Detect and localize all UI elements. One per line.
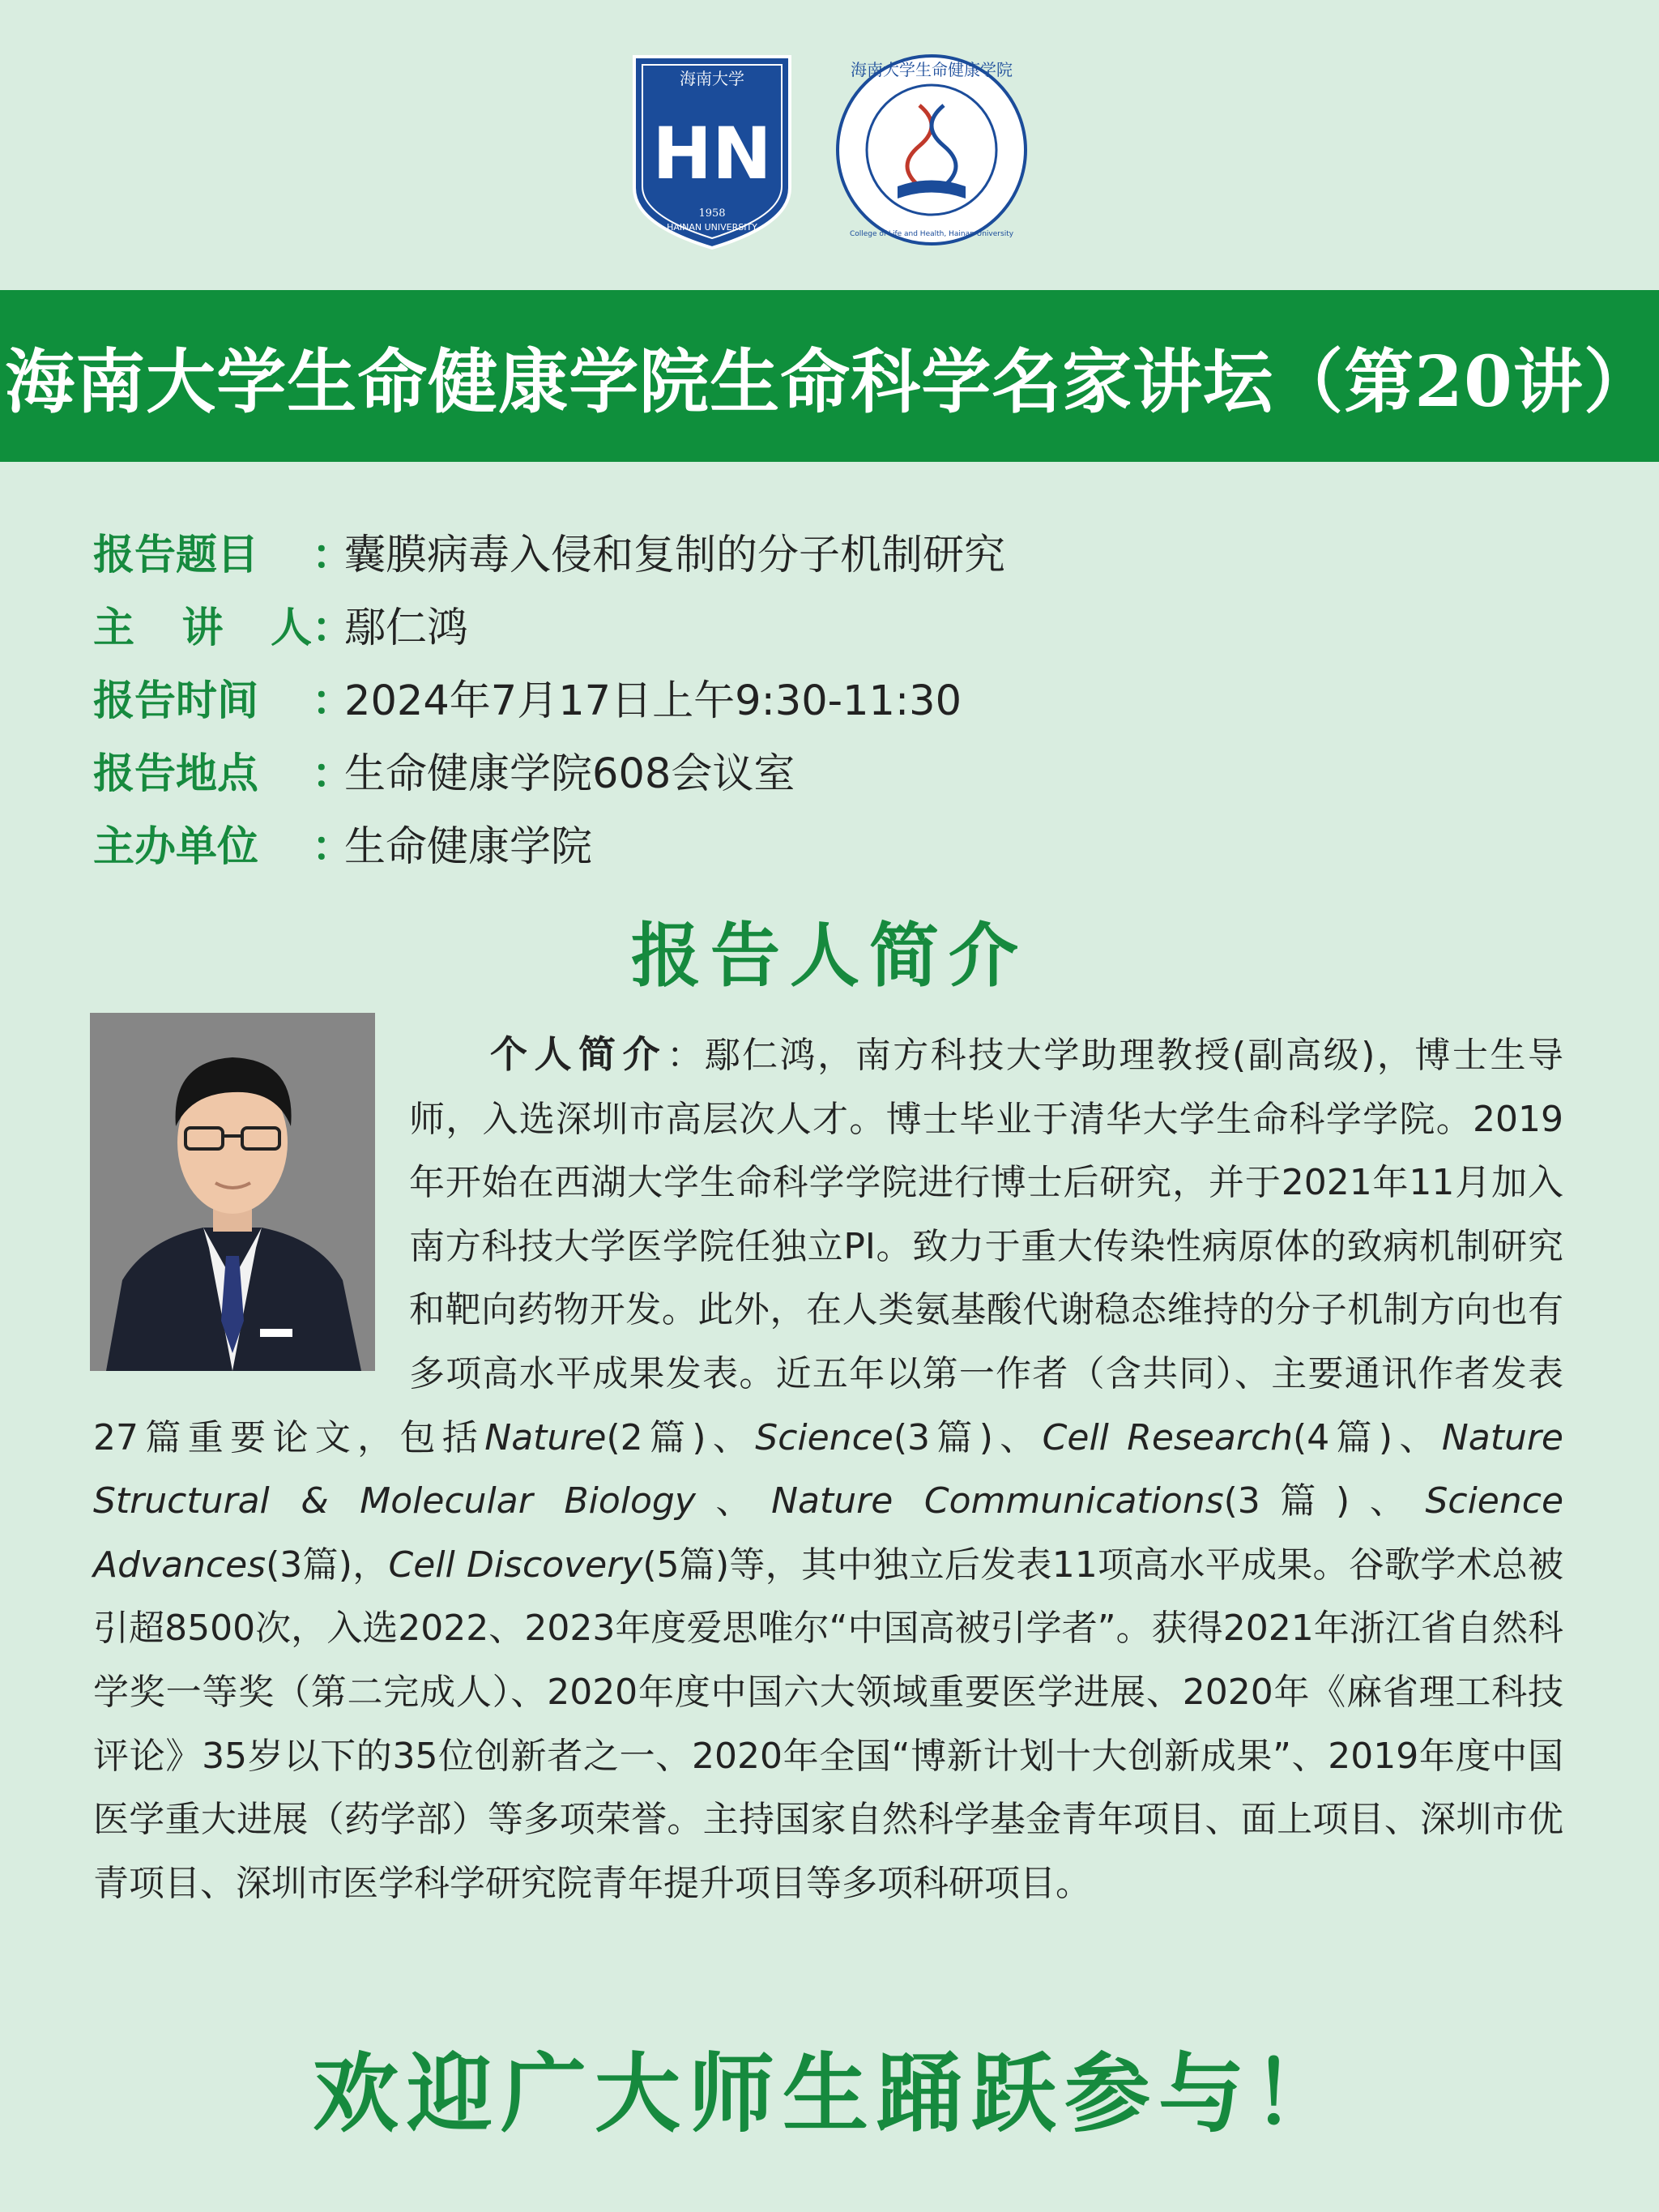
journal-name: Science [755, 1416, 893, 1458]
logo-area [0, 0, 1659, 267]
info-label: 报告地点 [93, 750, 259, 798]
info-value-location: 生命健康学院608会议室 [344, 750, 795, 798]
bio-text: (5篇)等，其中独立后发表11项高水平成果。谷歌学术总被引超8500次，入选2022、2023年度爱思唯尔“中国高被引学者”。获得2021年浙江省自然科学奖一等奖（第二完成人）、2020年度中国六大领域重要医学进展、2020年《麻省理工科技评论》35岁以下的35位创新者之一、2020年全国“博新计划十大创新成果”、2019年度中国医学重大进展（药学部）等多项荣誉。主持国家自然科学基金青年项目、面上项目、深圳市优青项目、深圳市医学科学研究院青年提升项目等多项科研项目。 [93, 1544, 1564, 1904]
bio-text: (2篇)、 [606, 1416, 756, 1458]
svg-text:HAINAN UNIVERSITY: HAINAN UNIVERSITY [667, 222, 757, 233]
lecture-info [93, 515, 1592, 879]
info-row-time [93, 660, 1592, 733]
info-label: 主 讲 人 [93, 604, 312, 652]
bio-text: (3篇)、 [1223, 1480, 1426, 1522]
hainan-university-logo [628, 50, 796, 251]
lecture-title: 海南大学生命健康学院生命科学名家讲坛（第20讲） [5, 341, 1654, 423]
journal-name: Nature [484, 1416, 607, 1458]
info-colon: ： [312, 750, 354, 798]
svg-text:海南大学生命健康学院: 海南大学生命健康学院 [851, 60, 1013, 79]
welcome-footer: 欢迎广大师生踊跃参与！ [313, 2044, 1346, 2144]
info-value-organizer: 生命健康学院 [344, 823, 593, 871]
bio-text: (3篇)， [266, 1544, 389, 1586]
svg-text:海南大学: 海南大学 [680, 69, 744, 88]
section-title: 报告人简介 [631, 916, 1028, 997]
info-value-time: 2024年7月17日上午9:30-11:30 [344, 677, 962, 725]
speaker-bio [93, 1023, 1563, 1915]
info-row-speaker [93, 587, 1592, 660]
photo-space [93, 1023, 409, 1405]
info-colon: ： [312, 532, 354, 579]
journal-name: Nature Structural & Molecular Biology [93, 1416, 1564, 1522]
info-colon: ： [312, 604, 354, 652]
svg-text:HN: HN [652, 112, 772, 195]
info-colon: ： [312, 677, 354, 725]
info-label: 报告题目 [93, 532, 259, 579]
journal-name: Science Advances [93, 1480, 1564, 1586]
bio-text: (4篇)、 [1293, 1416, 1442, 1458]
info-row-location [93, 733, 1592, 806]
bio-text: 、 [695, 1480, 772, 1522]
bio-text: ：鄢仁鸿，南方科技大学助理教授(副高级)，博士生导师，入选深圳市高层次人才。博士毕业于清华大学生命科学学院。2019年开始在西湖大学生命科学学院进行博士后研究，并于2021年11月加入南方科技大学医学院任独立PI。致力于重大传染性病原体的致病机制研究和靶向药物开发。此外，在人类氨基酸代谢稳态维持的分子机制方向也有多项高水平成果发表。近五年以第一作者（含共同）、主要通讯作者发表27篇重要论文，包括 [93, 1035, 1563, 1458]
bio-text: (3篇)、 [893, 1416, 1043, 1458]
journal-name: Nature Communications [771, 1480, 1224, 1522]
info-row-topic [93, 515, 1592, 587]
info-colon: ： [312, 823, 354, 871]
title-banner [0, 290, 1659, 462]
info-label: 报告时间 [93, 677, 259, 725]
svg-text:1958: 1958 [698, 207, 726, 220]
bio-label: 个人简介 [490, 1032, 667, 1076]
info-row-organizer [93, 806, 1592, 879]
college-life-health-logo [834, 53, 1029, 247]
info-value-speaker: 鄢仁鸿 [344, 604, 469, 652]
info-value-topic: 囊膜病毒入侵和复制的分子机制研究 [344, 532, 1006, 579]
journal-name: Cell Research [1042, 1416, 1294, 1458]
journal-name: Cell Discovery [388, 1544, 643, 1586]
svg-text:College of Life and Health, Ha: College of Life and Health, Hainan University [849, 230, 1014, 238]
info-label: 主办单位 [93, 823, 259, 871]
